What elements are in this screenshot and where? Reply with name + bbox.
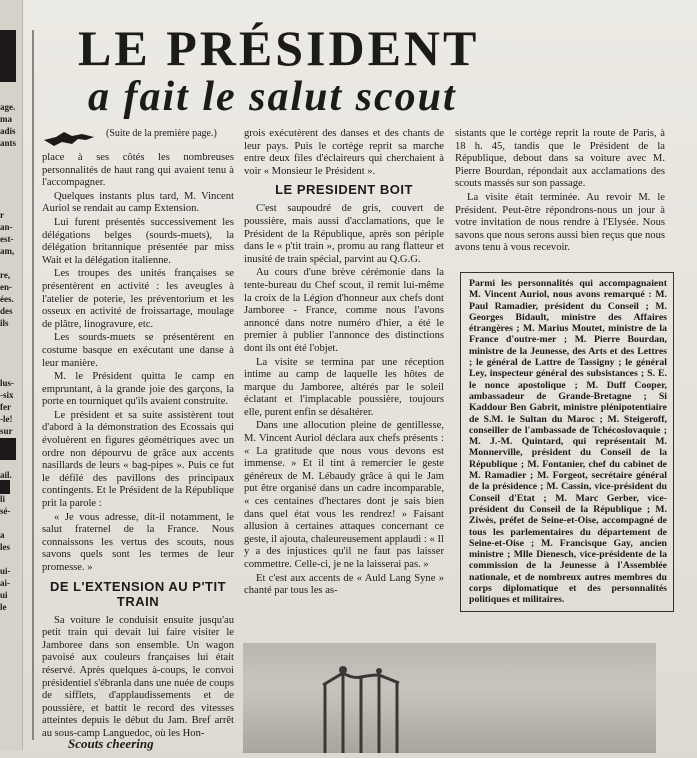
- edge-fragment: li: [0, 494, 6, 504]
- edge-fragment: ées.: [0, 294, 14, 304]
- paragraph: La visite se termina par une réception intime au camp de laquelle les hôtes de marque du Jamboree, altérés par le soleil éclatant et l'implacable poussière, toujours elle, purent enfin se désaltérer.: [244, 356, 444, 418]
- paragraph: Sa voiture le conduisit ensuite jusqu'au petit train qui devait lui faire visiter le Jamboree dans son ensemble. Un wagon pavoisé aux couleurs françaises lui était réservé. Après quelques à-coups, le convoi présidentiel s'ébranla dans une nuée de coups de sifflets, d'applaudissements et de poussière, et battit le record des vitesses atteintes depuis le début du Jam. Bref arrêt au sous-camp Languedoc, où les Hon-: [42, 614, 234, 739]
- edge-fragment: a: [0, 530, 5, 540]
- ink-block: [0, 438, 16, 460]
- ink-block: [0, 480, 10, 494]
- column-rule: [32, 30, 34, 740]
- edge-fragment: en-: [0, 282, 12, 292]
- edge-fragment: le: [0, 602, 7, 612]
- running-figure-icon: [42, 128, 98, 150]
- edge-fragment: an-: [0, 222, 13, 232]
- continuation-note: (Suite de la première page.): [106, 128, 217, 139]
- edge-fragment: sé-: [0, 506, 11, 516]
- paragraph: sistants que le cortège reprit la route de Paris, à 18 h. 45, tandis que le Président de la République, debout dans sa voiture avec M. Pierre Bourdan, répondait aux acclamations des scouts massés sur son passage.: [455, 128, 665, 190]
- adjacent-column-edge: [0, 0, 23, 750]
- headline-line-2: a fait le salut scout: [88, 74, 457, 120]
- jamboree-photo: [243, 643, 656, 753]
- section-logo: [42, 128, 234, 150]
- column-2: [244, 128, 444, 599]
- edge-fragment: ils: [0, 318, 9, 328]
- edge-fragment: ai-: [0, 578, 10, 588]
- paragraph: C'est saupoudré de gris, couvert de poussière, mais aussi d'acclamations, que le Président de la République, après son périple dans le « p'tit train », promu au rang flatteur et inusité de train spécial, parvint au Q.G.G.: [244, 203, 444, 265]
- edge-fragment: ants: [0, 138, 17, 148]
- edge-fragment: adis: [0, 126, 16, 136]
- paragraph: Les troupes des unités françaises se présentèrent en activité : les aveugles à l'atelier de poterie, les préventorium et les osseux en activité de froissartage, moulage de plâtre, linogravure, etc.: [42, 268, 234, 330]
- edge-fragment: -six: [0, 390, 14, 400]
- edge-fragment: lus-: [0, 378, 15, 388]
- edge-fragment: age.: [0, 102, 16, 112]
- personalities-box: Parmi les personnalités qui accompagnaient M. Vincent Auriol, nous avons remarqué : M. Paul Ramadier, président du Conseil ; M. Georges Bidault, ministre des Affaires étrangères ; M. Marius Moutet, ministre de la France d'outre-mer ; M. Pierre Bourdan, ministre de la Jeunesse, des Arts et des Lettres ; le général de Lattre de Tassigny ; le général Ley, inspecteur général des subsistances ; S. E. le nonce apostolique ; M. Duff Cooper, ambassadeur de Grande-Bretagne ; Si Kaddour Ben Gabrit, ministre plénipotentiaire de S.M. le Sultan du Maroc ; M. Steigeroff, conseiller de l'ambassade de Tchécoslovaquie ; M. J.-M. Quintard, qui représentait M. Monnerville, président du Conseil de la République ; M. Fontanier, chef du cabinet de M. Ramadier ; M. Forgeot, secrétaire général de la présidence ; M. Cassin, vice-président du Conseil d'Etat ; M. Marc Gerber, vice-président du Conseil de la République ; M. Ziwès, préfet de Seine-et-Oise, accompagné de tous les parlementaires du département de Seine-et-Oise ; M. Francisque Gay, ancien ministre ; Mlle Dienesch, vice-présidente de la commission de la Jeunesse à l'Assemblée nationale, et de nombreux autres membres du corps diplomatique et des personnalités politiques et militaires.: [460, 272, 674, 612]
- edge-fragment: -le!: [0, 414, 13, 424]
- subheading: DE L'EXTENSION AU P'TIT TRAIN: [49, 578, 227, 609]
- paragraph: « Je vous adresse, dit-il notamment, le salut fraternel de la France. Nous connaissons les vertus des scouts, nous savons quels sont les termes de leur promesse. »: [42, 511, 234, 573]
- edge-fragment: des: [0, 306, 13, 316]
- flagpole-structure-image: [243, 643, 656, 753]
- column-1: [42, 128, 234, 742]
- column-3: [455, 128, 665, 256]
- paragraph: Quelques instants plus tard, M. Vincent Auriol se rendait au camp Extension.: [42, 190, 234, 215]
- paragraph: place à ses côtés les nombreuses personnalités de haut rang qui avaient tenu à l'accompagner.: [42, 152, 234, 189]
- photo-caption: Scouts cheering: [68, 736, 154, 751]
- subheading: LE PRESIDENT BOIT: [275, 182, 413, 198]
- paragraph: Et c'est aux accents de « Auld Lang Syne » chanté par tous les as-: [244, 572, 444, 597]
- paragraph: Dans une allocution pleine de gentillesse, M. Vincent Auriol déclara aux chefs présents : « La gratitude que nous vous devons est immense. » Et il tint à remercier le geste généreux de M. Lébaudy grâce à qui le Jam put être organisé dans un cadre incomparable, « ces centaines d'hectares dont je sais bien dans quel état vous les rendrez! » Faisant allusion à certaines attaques concernant ce geste, il ajouta, chaleureusement applaudi : « Il y a des injustices qu'il ne faut pas laisser commettre. Celle-ci, je ne la laisserai pas. »: [244, 420, 444, 570]
- headline-line-1: LE PRÉSIDENT: [78, 20, 480, 76]
- edge-fragment: fer: [0, 402, 11, 412]
- edge-fragment: sur: [0, 426, 13, 436]
- paragraph: M. le Président quitta le camp en empruntant, à la grande joie des garçons, la porte en tourniquet qu'ils avaient construite.: [42, 371, 234, 408]
- edge-fragment: ail.: [0, 470, 12, 480]
- paragraph: La visite était terminée. Au revoir M. le Président. Peut-être répondrons-nous un jour à votre invitation de nous rendre à l'Elysée. Nous savons que nous serons aussi bien reçus que nous avons tenu à vous recevoir.: [455, 191, 665, 254]
- paragraph: grois exécutèrent des danses et des chants de leur pays. Puis le cortège reprit sa marche entre deux files d'éclaireurs qui cherchaient à voir « Monsieur le Président ».: [244, 128, 444, 177]
- paragraph: Le président et sa suite assistèrent tout d'abord à la démonstration des Ecossais qui évoluèrent en figures géométriques avec un ordre non dépourvu de grâce aux accents nasillards de leurs « bag-pipes ». Puis ce fut le défilé des pavillons des principaux contingents. Et le Président de la République prit la parole :: [42, 409, 234, 510]
- edge-fragment: re,: [0, 270, 11, 280]
- edge-fragment: est-: [0, 234, 14, 244]
- edge-fragment: les: [0, 542, 10, 552]
- edge-fragment: ui: [0, 590, 8, 600]
- edge-fragment: ui-: [0, 566, 11, 576]
- ink-block: [0, 30, 16, 82]
- paragraph: Les sourds-muets se présentèrent en costume basque en exécutant une danse à leur manière.: [42, 332, 234, 369]
- edge-fragment: ma: [0, 114, 12, 124]
- edge-fragment: am,: [0, 246, 15, 256]
- paragraph: Lui furent présentés successivement les délégations belges (sourds-muets), la délégation britannique présentée par miss Wait et la délégation italienne.: [42, 216, 234, 266]
- paragraph: Au cours d'une brève cérémonie dans la tente-bureau du Chef scout, il remit lui-même la croix de la Légion d'honneur aux chefs dont Jamboree - France, comme nous l'avons annoncé dans notre numéro d'hier, a été le premier à publier l'annonce des distinctions dont ils ont été l'objet.: [244, 267, 444, 354]
- edge-fragment: r: [0, 210, 4, 220]
